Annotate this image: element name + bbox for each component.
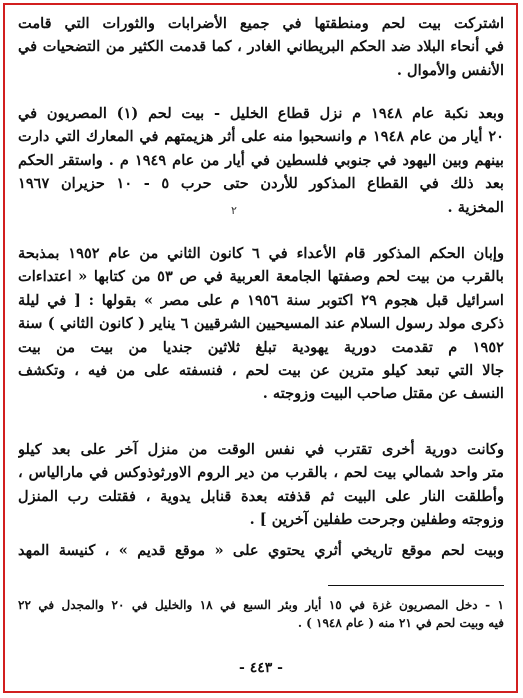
page-number: - ٤٤٣ -: [239, 660, 283, 676]
text-line: متر واحد شمالي بيت لحم ، بالقرب من دير الروم الاورثوذوكس في مارالياس ،: [18, 464, 504, 482]
text-line: وكانت دورية أخرى تقترب في نفس الوقت من منزل آخر على بعد كيلو: [18, 441, 504, 458]
footnote-divider: [328, 585, 504, 586]
margin-mark: ٢: [231, 204, 237, 217]
text-line: اشتركت بيت لحم ومنطقتها في جميع الأضرابات والثورات التي قامت: [18, 15, 504, 32]
text-line: وزوجته وطفلين وجرحت طفلين آخرين ] .: [249, 511, 504, 529]
text-line: النسف عن مقتل صاحب البيت وزوجته .: [262, 385, 504, 403]
text-line: ذكرى مولد رسول السلام عند المسيحيين الشرقيين ٦ يناير ( كانون الثاني ) سنة: [18, 315, 504, 333]
text-line: المخزية .: [447, 198, 504, 216]
text-line: الأنفس والأموال .: [396, 61, 504, 79]
text-line: وإبان الحكم المذكور قام الأعداء في ٦ كانون الثاني من عام ١٩٥٢ بمذبحة: [18, 245, 504, 262]
paragraph-1: [18, 12, 504, 82]
text-line: وبعد نكبة عام ١٩٤٨ م نزل قطاع الخليل - بيت لحم (١) المصريون في: [18, 105, 504, 122]
text-line: وبيت لحم موقع تاريخي أثري يحتوي على « موقع قديم » ، كنيسة المهد: [18, 542, 504, 559]
paragraph-4: [18, 438, 504, 532]
text-line: بعد ذلك في القطاع المذكور للأردن حتى حرب ٥ - ١٠ حزيران ١٩٦٧: [18, 175, 504, 193]
text-line: ١٩٥٢ م تقدمت دورية يهودية تبلغ ثلاثين جنديا من بيت من بيت: [18, 338, 504, 356]
paragraph-3: [18, 242, 504, 406]
footnote-line: فيه وبيت لحم في ٢١ منه ( عام ١٩٤٨ ) .: [297, 616, 504, 630]
footnotes: [18, 596, 504, 632]
text-line: بينهم وبين اليهود في جنوبي فلسطين في أيار من عام ١٩٤٩ م . واستقر الحكم: [18, 151, 504, 169]
text-line: ٢٠ أيار من عام ١٩٤٨ م وانسحبوا منه على أثر هزيمتهم في المعارك التي دارت: [18, 128, 504, 146]
text-line: جالا التي تبعد كيلو مترين عن بيت لحم ، فنسفته على من فيه ، وتكشف: [18, 361, 504, 379]
text-line: في أنحاء البلاد ضد الحكم البريطاني الغادر ، كما قدمت الكثير من التضحيات في: [18, 38, 504, 56]
text-line: وأطلقت النار على البيت ثم قذفته بعدة قنابل يدوية ، فقتلت رب المنزل: [18, 487, 504, 505]
paragraph-2: [18, 102, 504, 219]
text-line: بالقرب من بيت لحم وصفتها الجامعة العربية في ص ٥٣ من كتابها « اعتداءات: [18, 268, 504, 286]
book-page: [18, 4, 504, 688]
paragraph-5: [18, 539, 504, 562]
footnote-line: ١ - دخل المصريون غزة في ١٥ أيار وبئر السبع في ١٨ والخليل في ٢٠ والمجدل في ٢٢: [18, 598, 504, 612]
text-line: اسرائيل قبل هجوم ٢٩ اكتوبر سنة ١٩٥٦ م على مصر » بقولها : [ في ليلة: [18, 291, 504, 309]
